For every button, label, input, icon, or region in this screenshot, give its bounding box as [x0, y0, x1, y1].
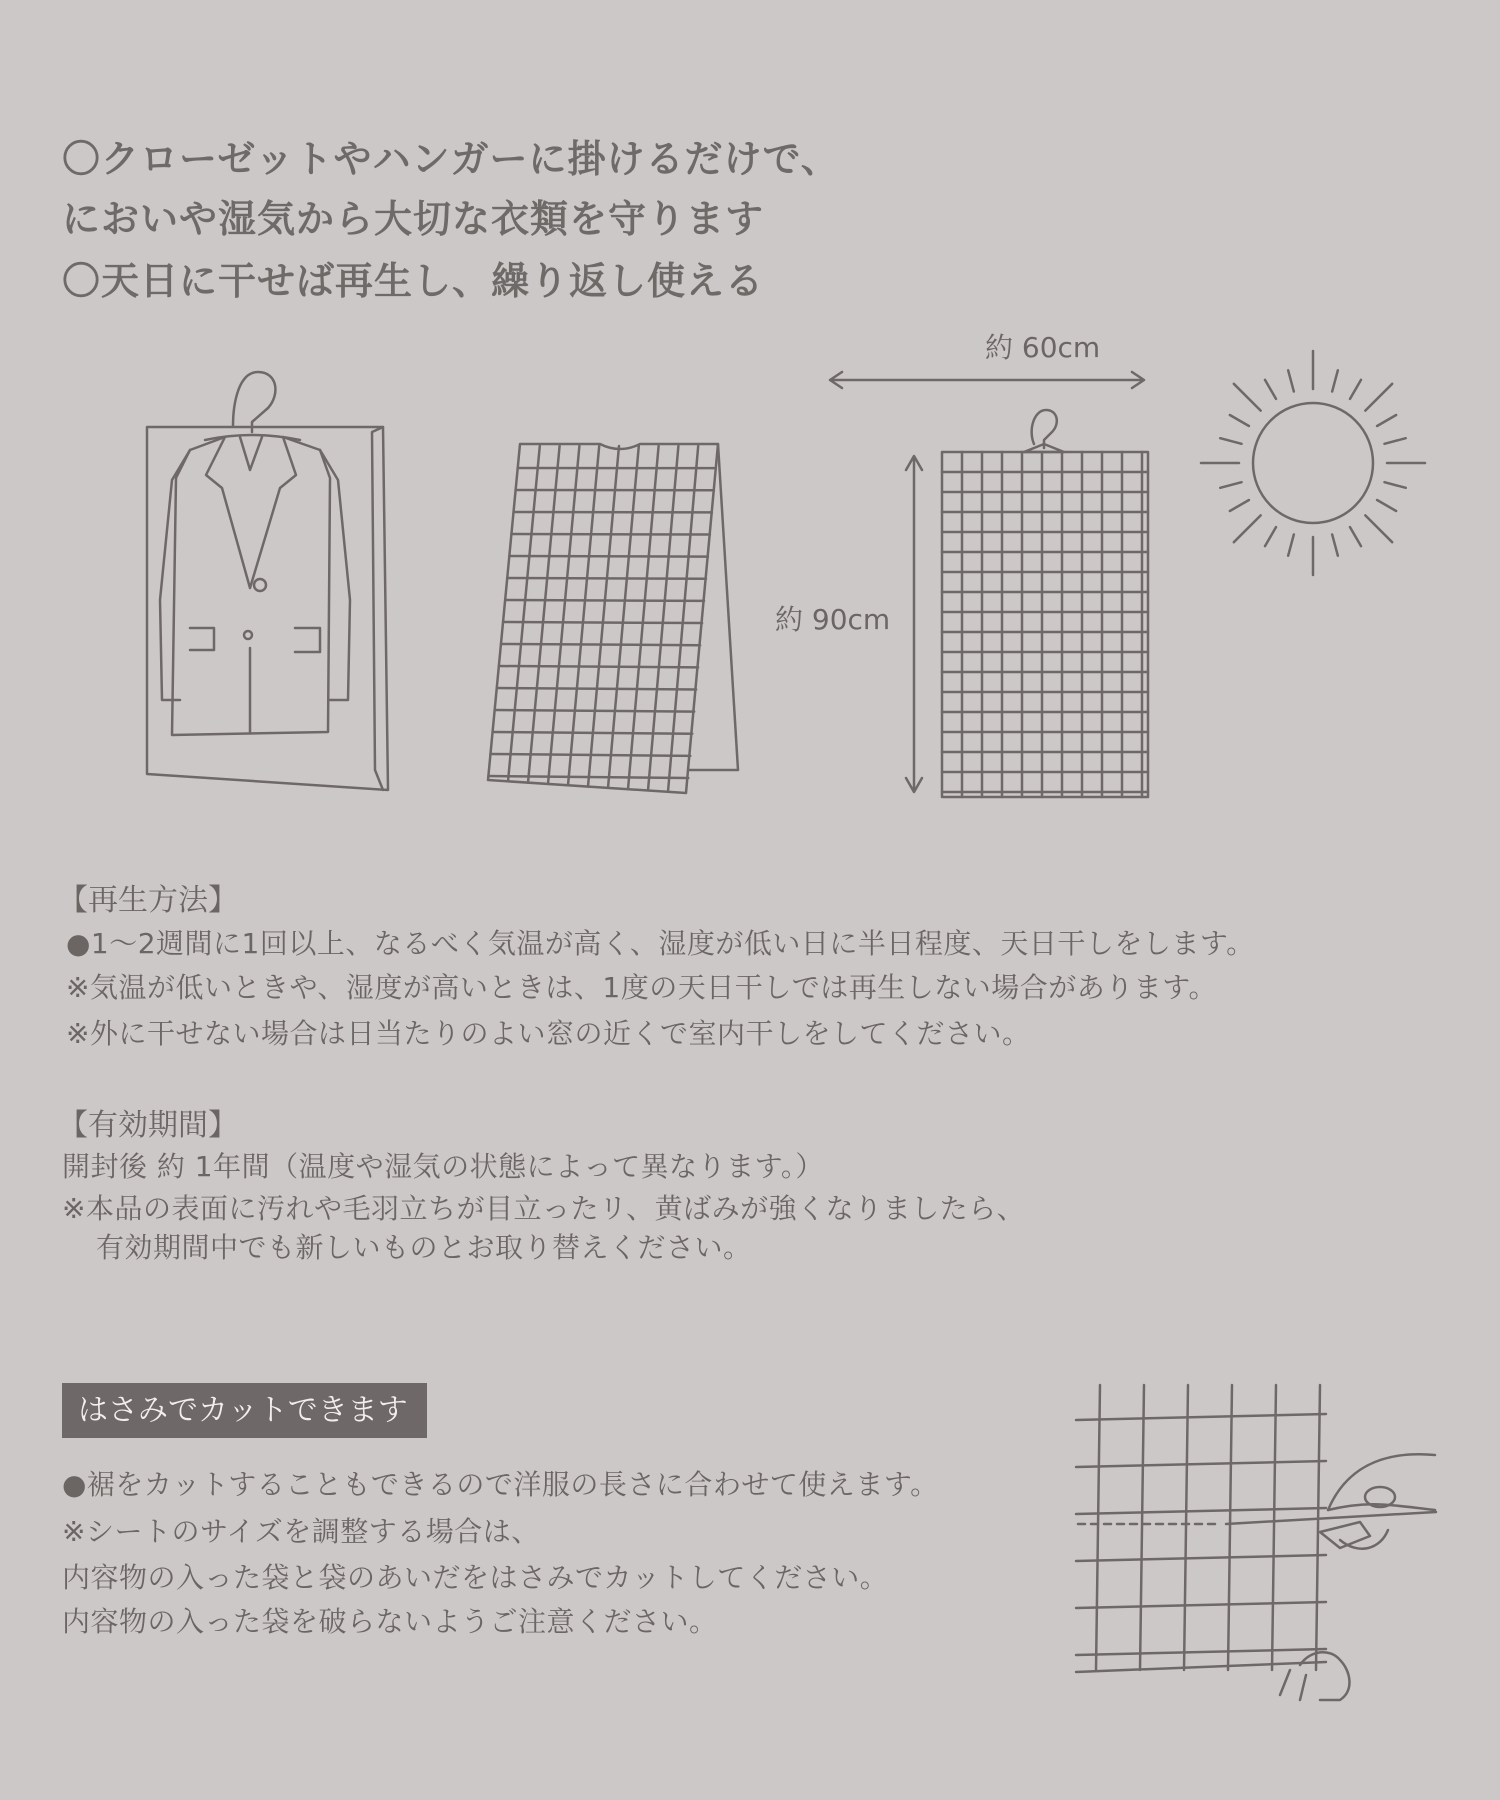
hanging-sheet-illustration: [830, 372, 1148, 797]
sun-icon: [1201, 351, 1425, 575]
cutting-line-4: 内容物の入った袋を破らないようご注意ください。: [62, 1605, 718, 1638]
regeneration-title: 【再生方法】: [58, 883, 238, 918]
folded-sheet-illustration: [488, 444, 738, 793]
cutting-badge: はさみでカットできます: [62, 1383, 427, 1438]
regeneration-line-3: ※外に干せない場合は日当たりのよい窓の近くで室内干しをしてください。: [66, 1017, 1031, 1050]
validity-title: 【有効期間】: [58, 1108, 238, 1143]
width-dimension-label: 約 60cm: [985, 331, 1101, 364]
cutting-line-1: ●裾をカットすることもできるので洋服の長さに合わせて使えます。: [62, 1468, 939, 1501]
height-dimension-label: 約 90cm: [775, 603, 891, 636]
cutting-line-3: 内容物の入った袋と袋のあいだをはさみでカットしてください。: [62, 1561, 889, 1594]
scissors-cut-illustration: [1060, 1370, 1460, 1710]
regeneration-line-1: ●1～2週間に1回以上、なるべく気温が高く、湿度が低い日に半日程度、天日干しをします。: [66, 927, 1255, 960]
cutting-line-2: ※シートのサイズを調整する場合は、: [62, 1515, 540, 1548]
regeneration-line-2: ※気温が低いときや、湿度が高いときは、1度の天日干しでは再生しない場合があります。: [66, 971, 1217, 1004]
validity-line-1: 開封後 約 1年間（温度や湿気の状態によって異なります。）: [62, 1150, 824, 1183]
validity-line-2: ※本品の表面に汚れや毛羽立ちが目立ったリ、黄ばみが強くなりましたら、: [62, 1192, 1026, 1225]
headline-line-3: 〇天日に干せば再生し、繰り返し使える: [62, 259, 765, 303]
headline-line-2: においや湿気から大切な衣類を守ります: [62, 197, 765, 241]
headline-line-1: 〇クローゼットやハンガーに掛けるだけで、: [62, 137, 840, 181]
product-illustrations: [0, 320, 1500, 820]
validity-line-3: 有効期間中でも新しいものとお取り替えください。: [96, 1231, 752, 1264]
suit-cover-illustration: [147, 372, 388, 790]
